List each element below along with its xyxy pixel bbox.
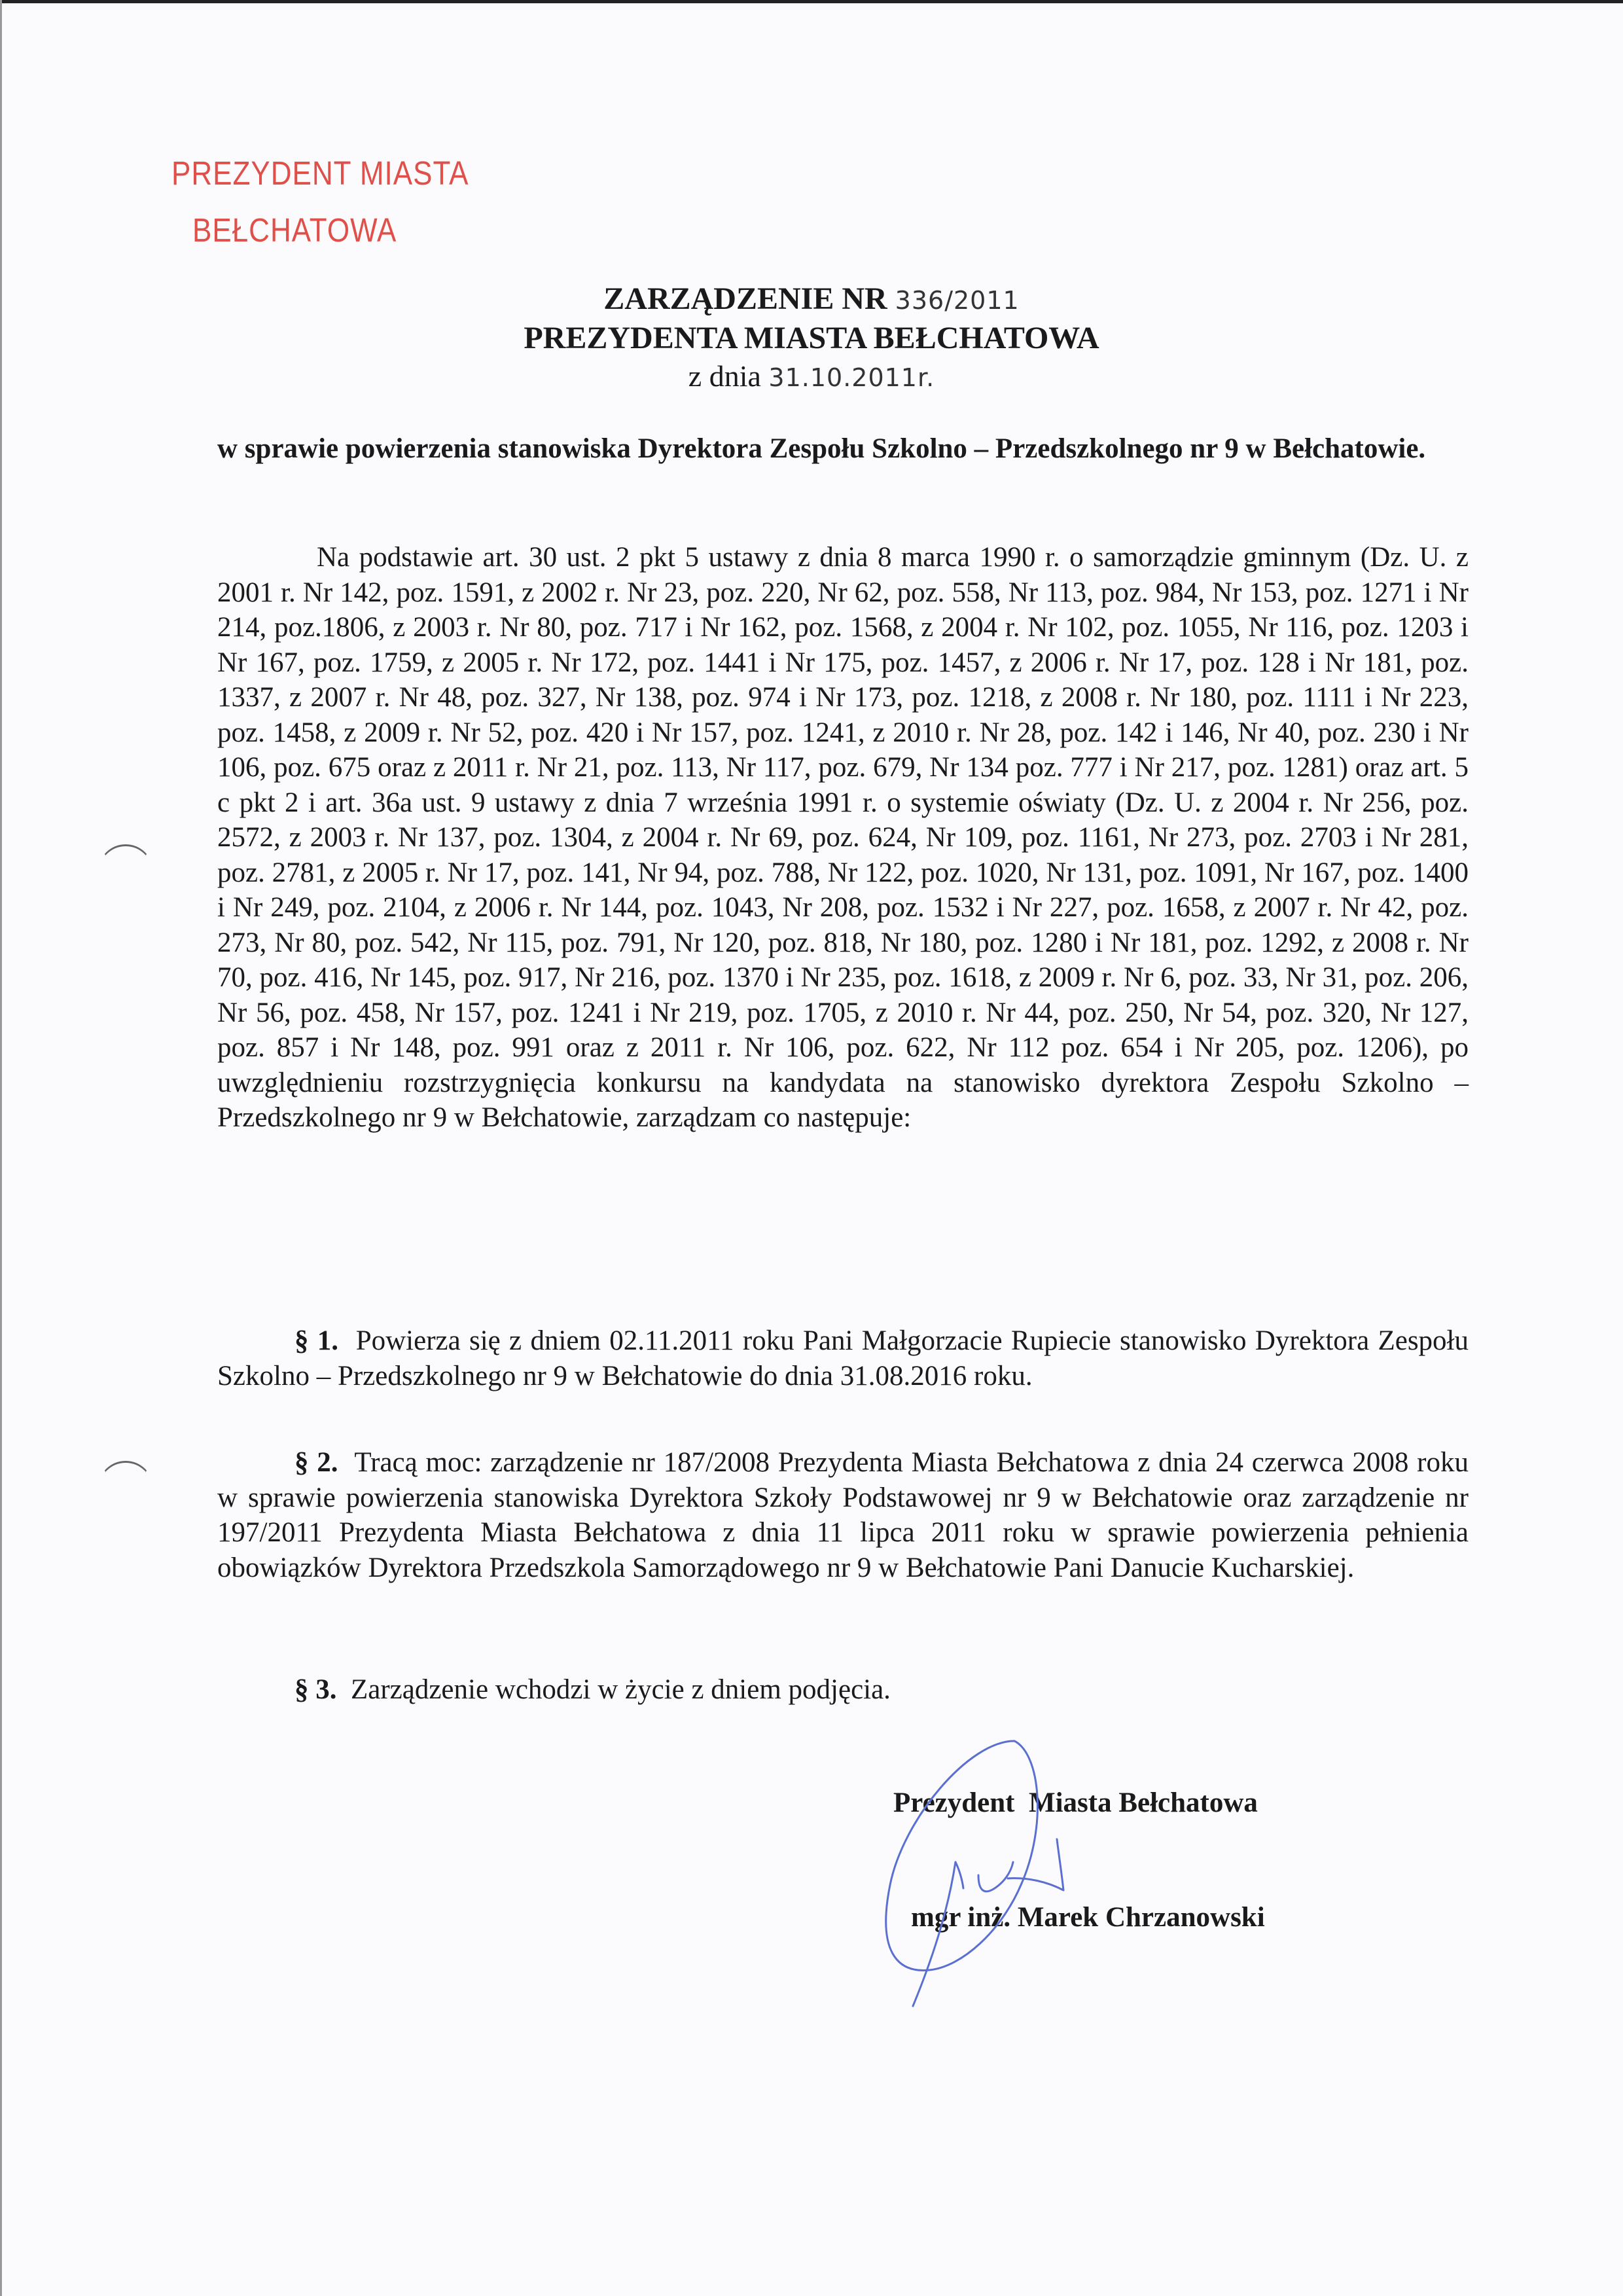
punch-hole-mark	[98, 844, 153, 899]
signature-stroke	[913, 1862, 955, 2006]
section-mark: § 2.	[294, 1447, 338, 1478]
signatory-title: Prezydent Miasta Bełchatowa	[893, 1787, 1258, 1818]
punch-hole-mark	[98, 1461, 153, 1515]
document-issuer: PREZYDENTA MIASTA BEŁCHATOWA	[524, 321, 1099, 355]
section-text: Zarządzenie wchodzi w życie z dniem podjęcia.	[351, 1674, 891, 1705]
section-text: Tracą moc: zarządzenie nr 187/2008 Prezydenta Miasta Bełchatowa z dnia 24 czerwca 2008 roku w sprawie powierzenia stanowiska Dyrektora Szkoły Podstawowej nr 9 w Bełchatowie oraz zarządzenie nr 197/2011 Prezydenta Miasta Bełchatowa z dnia 11 lipca 2011 roku w sprawie powierzenia pełnienia obowiązków Dyrektora Przedszkola Samorządowego nr 9 w Bełchatowie Pani Danucie Kucharskiej.	[217, 1447, 1469, 1583]
scan-top-edge	[0, 0, 1623, 3]
office-stamp	[171, 145, 469, 260]
handwritten-signature	[851, 1715, 1374, 2009]
signature-stroke	[978, 1862, 1013, 1892]
signatory-name: mgr inż. Marek Chrzanowski	[911, 1902, 1265, 1933]
section-2	[217, 1445, 1469, 1585]
legal-basis-paragraph: Na podstawie art. 30 ust. 2 pkt 5 ustawy z dnia 8 marca 1990 r. o samorządzie gminnym (Dz. U. z 2001 r. Nr 142, poz. 1591, z 2002 r. Nr 23, poz. 220, Nr 62, poz. 558, Nr 113, poz. 984, Nr 153, poz. 1271 i Nr 214, poz.1806, z 2003 r. Nr 80, poz. 717 i Nr 162, poz. 1568, z 2004 r. Nr 102, poz. 1055, Nr 116, poz. 1203 i Nr 167, poz. 1759, z 2005 r. Nr 172, poz. 1441 i Nr 175, poz. 1457, z 2006 r. Nr 17, poz. 128 i Nr 181, poz. 1337, z 2007 r. Nr 48, poz. 327, Nr 138, poz. 974 i Nr 173, poz. 1218, z 2008 r. Nr 180, poz. 1111 i Nr 223, poz. 1458, z 2009 r. Nr 52, poz. 420 i Nr 157, poz. 1241, z 2010 r. Nr 28, poz. 142 i 146, Nr 40, poz. 230 i Nr 106, poz. 675 oraz z 2011 r. Nr 21, poz. 113, Nr 117, poz. 679, Nr 134 poz. 777 i Nr 217, poz. 1281) oraz art. 5 c pkt 2 i art. 36a ust. 9 ustawy z dnia 7 września 1991 r. o systemie oświaty (Dz. U. z 2004 r. Nr 256, poz. 2572, z 2003 r. Nr 137, poz. 1304, z 2004 r. Nr 69, poz. 624, Nr 109, poz. 1161, Nr 273, poz. 2703 i Nr 281, poz. 2781, z 2005 r. Nr 17, poz. 141, Nr 94, poz. 788, Nr 122, poz. 1020, Nr 131, poz. 1091, Nr 167, poz. 1400 i Nr 249, poz. 2104, z 2006 r. Nr 144, poz. 1043, Nr 208, poz. 1532 i Nr 227, poz. 1658, z 2007 r. Nr 42, poz. 273, Nr 80, poz. 542, Nr 115, poz. 791, Nr 120, poz. 818, Nr 180, poz. 1280 i Nr 181, poz. 1292, z 2008 r. Nr 70, poz. 416, Nr 145, poz. 917, Nr 216, poz. 1370 i Nr 235, poz. 1618, z 2009 r. Nr 6, poz. 33, Nr 31, poz. 206, Nr 56, poz. 458, Nr 157, poz. 1241 i Nr 219, poz. 1705, z 2010 r. Nr 44, poz. 250, Nr 54, poz. 320, Nr 127, poz. 857 i Nr 148, poz. 991 oraz z 2011 r. Nr 106, poz. 622, Nr 112 poz. 654 i Nr 205, poz. 1206), po uwzględnieniu rozstrzygnięcia konkursu na kandydata na stanowisko dyrektora Zespołu Szkolno – Przedszkolnego nr 9 w Bełchatowie, zarządzam co następuje:	[217, 542, 1469, 1133]
signature-stroke	[1008, 1839, 1063, 1890]
stamp-line-1: PREZYDENT MIASTA	[171, 154, 469, 192]
section-1	[217, 1323, 1469, 1393]
section-text: Powierza się z dniem 02.11.2011 roku Pani Małgorzacie Rupiecie stanowisko Dyrektora Zespołu Szkolno – Przedszkolnego nr 9 w Bełchatowie do dnia 31.08.2016 roku.	[217, 1325, 1469, 1391]
section-mark: § 3.	[294, 1674, 337, 1705]
handwritten-date: 31.10.2011r.	[768, 363, 935, 392]
document-date	[0, 357, 1623, 397]
signature-stroke	[955, 1862, 963, 1888]
section-3	[217, 1672, 1469, 1708]
title-prefix: ZARZĄDZENIE NR	[603, 281, 895, 316]
document-subject: w sprawie powierzenia stanowiska Dyrektora Zespołu Szkolno – Przedszkolnego nr 9 w Bełchatowie.	[217, 433, 1426, 464]
handwritten-order-number: 336/2011	[895, 286, 1020, 315]
stamp-line-2: BEŁCHATOWA	[192, 212, 397, 249]
date-prefix: z dnia	[688, 359, 769, 393]
section-mark: § 1.	[294, 1325, 339, 1356]
document-header	[0, 280, 1623, 397]
document-title	[0, 280, 1623, 319]
signature-loop	[886, 1741, 1038, 1970]
